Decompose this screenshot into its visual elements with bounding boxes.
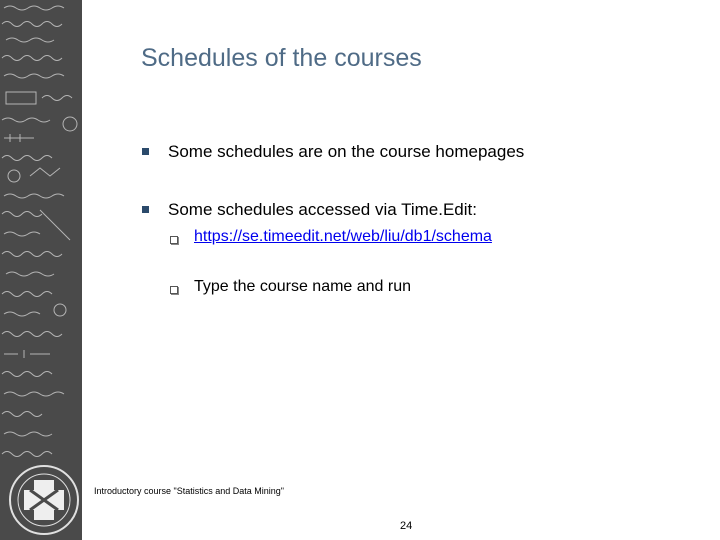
bullet-square-icon bbox=[142, 148, 149, 155]
sub-bullet-item: Type the course name and run bbox=[194, 278, 412, 295]
sub-bullet-box-icon bbox=[170, 286, 178, 294]
bullet-square-icon bbox=[142, 206, 149, 213]
footer-course-name: Introductory course "Statistics and Data Mining" bbox=[94, 486, 284, 496]
sub-bullet-box-icon bbox=[170, 236, 178, 244]
bullet-item: Some schedules are on the course homepages bbox=[168, 142, 525, 161]
university-seal-icon bbox=[10, 466, 78, 534]
slide-title: Schedules of the courses bbox=[141, 44, 422, 72]
page-number: 24 bbox=[400, 520, 413, 532]
bullet-item: Some schedules accessed via Time.Edit: bbox=[168, 200, 477, 219]
decorative-sidebar bbox=[0, 0, 82, 540]
chalkboard-scribbles-image bbox=[0, 0, 82, 540]
timeedit-link[interactable]: https://se.timeedit.net/web/liu/db1/schema bbox=[194, 228, 492, 245]
